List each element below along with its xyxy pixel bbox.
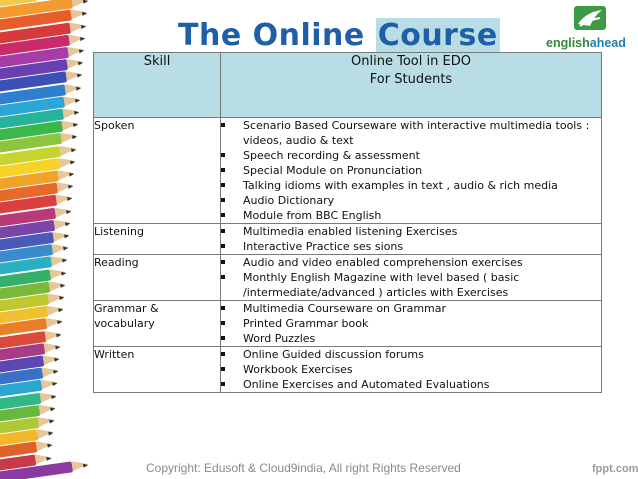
list-item-text: Scenario Based Courseware with interactive multimedia tools : videos, audio & text	[243, 119, 590, 147]
bullet-icon	[221, 382, 225, 386]
table-row	[94, 347, 602, 393]
list-item-text: Audio and video enabled comprehension exercises	[243, 256, 523, 269]
skill-cell: Listening	[94, 224, 221, 255]
list-item	[221, 270, 601, 300]
skill-cell: Written	[94, 347, 221, 393]
bullet-icon	[221, 275, 225, 279]
table-row	[94, 255, 602, 301]
list-item	[221, 224, 601, 239]
tools-list	[221, 347, 601, 392]
pencil-decoration	[0, 0, 92, 479]
bullet-icon	[221, 198, 225, 202]
bullet-icon	[221, 153, 225, 157]
bullet-icon	[221, 213, 225, 217]
table-row	[94, 118, 602, 224]
header-tool-line1: Online Tool in EDO	[351, 54, 471, 69]
list-item	[221, 118, 601, 148]
bullet-icon	[221, 229, 225, 233]
list-item-text: Module from BBC English	[243, 209, 382, 222]
bullet-icon	[221, 336, 225, 340]
list-item	[221, 178, 601, 193]
list-item	[221, 208, 601, 223]
skill-cell: Spoken	[94, 118, 221, 224]
list-item-text: Workbook Exercises	[243, 363, 353, 376]
tools-cell	[221, 118, 602, 224]
bullet-icon	[221, 260, 225, 264]
list-item-text: Interactive Practice ses sions	[243, 240, 404, 253]
bullet-icon	[221, 367, 225, 371]
list-item-text: Printed Grammar book	[243, 317, 369, 330]
list-item	[221, 316, 601, 331]
bullet-icon	[221, 168, 225, 172]
table-header-row	[94, 53, 602, 118]
header-tool	[221, 53, 602, 118]
title-highlight: Course	[377, 18, 498, 53]
tools-list	[221, 301, 601, 346]
list-item-text: Online Exercises and Automated Evaluations	[243, 378, 490, 391]
list-item	[221, 163, 601, 178]
skills-table	[93, 52, 602, 393]
logo-text	[546, 36, 626, 50]
book-leaf-icon	[572, 4, 608, 34]
tools-cell	[221, 301, 602, 347]
page-title	[178, 18, 500, 53]
bullet-icon	[221, 244, 225, 248]
list-item	[221, 255, 601, 270]
list-item	[221, 331, 601, 346]
tools-cell	[221, 255, 602, 301]
list-item	[221, 148, 601, 163]
list-item	[221, 347, 601, 362]
tools-cell	[221, 347, 602, 393]
list-item-text: Multimedia Courseware on Grammar	[243, 302, 447, 315]
tools-list	[221, 255, 601, 300]
list-item	[221, 362, 601, 377]
list-item	[221, 301, 601, 316]
tools-list	[221, 224, 601, 254]
list-item	[221, 239, 601, 254]
copyright-text: Copyright: Edusoft & Cloud9india, All right Rights Reserved	[146, 461, 461, 475]
table-row	[94, 224, 602, 255]
tools-cell	[221, 224, 602, 255]
table-row	[94, 301, 602, 347]
list-item-text: Audio Dictionary	[243, 194, 335, 207]
englishahead-logo	[546, 4, 634, 52]
list-item	[221, 377, 601, 392]
list-item-text: Talking idioms with examples in text , audio & rich media	[243, 179, 558, 192]
list-item	[221, 193, 601, 208]
list-item-text: Special Module on Pronunciation	[243, 164, 423, 177]
bullet-icon	[221, 352, 225, 356]
list-item-text: Speech recording & assessment	[243, 149, 420, 162]
logo-text-ahead: ahead	[589, 36, 626, 50]
logo-text-english: english	[546, 36, 590, 50]
tools-list	[221, 118, 601, 223]
bullet-icon	[221, 183, 225, 187]
list-item-text: Multimedia enabled listening Exercises	[243, 225, 458, 238]
header-tool-line2: For Students	[369, 72, 453, 87]
header-skill: Skill	[94, 53, 221, 118]
list-item-text: Online Guided discussion forums	[243, 348, 424, 361]
bullet-icon	[221, 306, 225, 310]
skill-cell: Grammar & vocabulary	[94, 301, 221, 347]
list-item-text: Monthly English Magazine with level based ( basic /intermediate/advanced ) articles with Exercises	[243, 271, 520, 299]
list-item-text: Word Puzzles	[243, 332, 316, 345]
fppt-brand: fppt.com	[592, 463, 638, 475]
skill-cell: Reading	[94, 255, 221, 301]
bullet-icon	[221, 123, 225, 127]
title-plain: The Online	[178, 18, 376, 53]
bullet-icon	[221, 321, 225, 325]
